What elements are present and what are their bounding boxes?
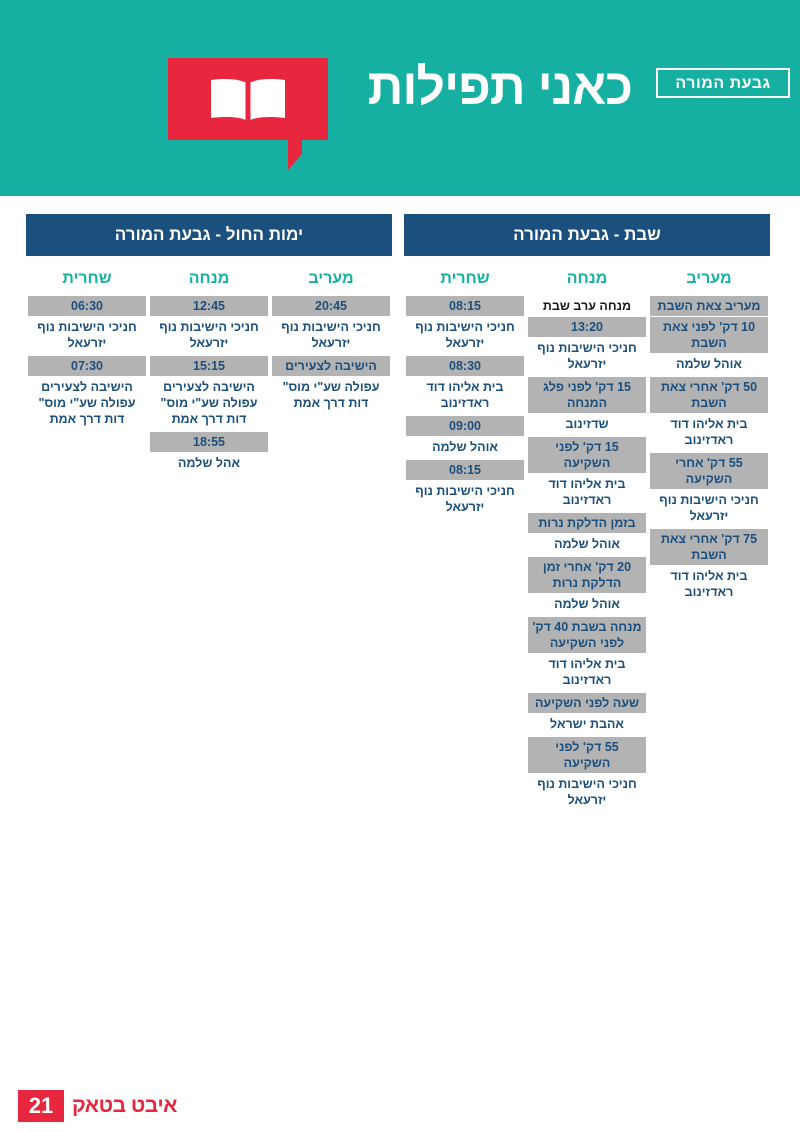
schedule-time: 15 דק' לפני השקיעה — [528, 437, 646, 473]
schedule-time: 09:00 — [406, 416, 524, 436]
schedule-time: 20:45 — [272, 296, 390, 316]
logo-speech-tail — [288, 140, 302, 170]
column-header: שחרית — [440, 270, 490, 287]
schedule-time: 15 דק' לפני פלג המנחה — [528, 377, 646, 413]
schedule-place: חניכי הישיבות נוף יזרעאל — [537, 341, 637, 371]
panel-weekday-columns — [26, 270, 392, 476]
schedule-place: אוהל שלמה — [554, 597, 620, 611]
schedule-place: בית אליהו דוד ראדזינוב — [548, 657, 626, 687]
schedule-place: חניכי הישיבות נוף יזרעאל — [537, 777, 637, 807]
panel-shabbat-columns — [404, 270, 770, 813]
schedule-time: הישיבה לצעירים — [272, 356, 390, 376]
schedule-place: אוהל שלמה — [676, 357, 742, 371]
schedule-time: 75 דק' אחרי צאת השבת — [650, 529, 768, 565]
schedule-place: חניכי הישיבות נוף יזרעאל — [159, 320, 259, 350]
page-footer — [0, 1086, 800, 1132]
column-maariv-shabbat — [648, 270, 770, 813]
header-location-tag: גבעת המורה — [656, 68, 790, 98]
schedule-place: הישיבה לצעירים עפולה שע"י מוס" דות דרך אמת — [38, 380, 136, 426]
schedule-subheader: מנחה ערב שבת — [542, 299, 632, 313]
column-header: מנחה — [566, 270, 608, 287]
panel-shabbat — [404, 214, 770, 813]
schedule-time: 06:30 — [28, 296, 146, 316]
column-header: מעריב — [686, 270, 732, 287]
schedule-time: מנחה בשבת 40 דק' לפני השקיעה — [528, 617, 646, 653]
page-title: כאני תפילות — [367, 59, 632, 115]
schedule-time: 55 דק' אחרי השקיעה — [650, 453, 768, 489]
column-shacharit-shabbat — [404, 270, 526, 813]
open-book-icon — [205, 78, 291, 122]
schedule-time: 55 דק' לפני השקיעה — [528, 737, 646, 773]
schedule-time: 15:15 — [150, 356, 268, 376]
column-header: מעריב — [308, 270, 354, 287]
schedule-time: בזמן הדלקת נרות — [528, 513, 646, 533]
schedule-time: 20 דק' אחרי זמן הדלקת נרות — [528, 557, 646, 593]
schedule-time: 08:15 — [406, 460, 524, 480]
schedule-time: 50 דק' אחרי צאת השבת — [650, 377, 768, 413]
column-shacharit-weekday — [26, 270, 148, 476]
schedule-place: בית אליהו דוד ראדזינוב — [426, 380, 504, 410]
column-header: שחרית — [62, 270, 112, 287]
page-header — [0, 0, 800, 196]
schedule-place: בית אליהו דוד ראדזינוב — [670, 569, 748, 599]
panel-weekday-title: ימות החול - גבעת המורה — [26, 214, 392, 256]
panel-shabbat-title: שבת - גבעת המורה — [404, 214, 770, 256]
page-number: 21 — [18, 1090, 64, 1122]
panel-weekday — [26, 214, 392, 476]
schedule-place: חניכי הישיבות נוף יזרעאל — [415, 484, 515, 514]
schedule-time: 07:30 — [28, 356, 146, 376]
schedule-time: 08:30 — [406, 356, 524, 376]
schedule-place: שדזינוב — [565, 417, 609, 431]
schedule-time: 13:20 — [528, 317, 646, 337]
schedule-place: חניכי הישיבות נוף יזרעאל — [37, 320, 137, 350]
schedule-time: שעה לפני השקיעה — [528, 693, 646, 713]
schedule-place: חניכי הישיבות נוף יזרעאל — [281, 320, 381, 350]
schedule-place: אוהל שלמה — [554, 537, 620, 551]
column-header: מנחה — [188, 270, 230, 287]
schedule-place: חניכי הישיבות נוף יזרעאל — [659, 493, 759, 523]
schedule-place: בית אליהו דוד ראדזינוב — [670, 417, 748, 447]
schedule-place: בית אליהו דוד ראדזינוב — [548, 477, 626, 507]
schedule-time: 08:15 — [406, 296, 524, 316]
column-mincha-weekday — [148, 270, 270, 476]
schedule-place: חניכי הישיבות נוף יזרעאל — [415, 320, 515, 350]
schedule-place: אוהל שלמה — [432, 440, 498, 454]
schedule-time: 12:45 — [150, 296, 268, 316]
footer-brand: איבט בטאק — [72, 1094, 177, 1117]
schedule-time: מעריב צאת השבת — [650, 296, 768, 316]
schedule-place: הישיבה לצעירים עפולה שע"י מוס" דות דרך אמת — [160, 380, 258, 426]
schedule-place: עפולה שע"י מוס" דות דרך אמת — [282, 380, 380, 410]
schedule-place: אהל שלמה — [177, 456, 241, 470]
schedule-place: אהבת ישראל — [550, 717, 624, 731]
schedule-time: 18:55 — [150, 432, 268, 452]
column-mincha-shabbat — [526, 270, 648, 813]
column-maariv-weekday — [270, 270, 392, 476]
schedule-time: 10 דק' לפני צאת השבת — [650, 317, 768, 353]
